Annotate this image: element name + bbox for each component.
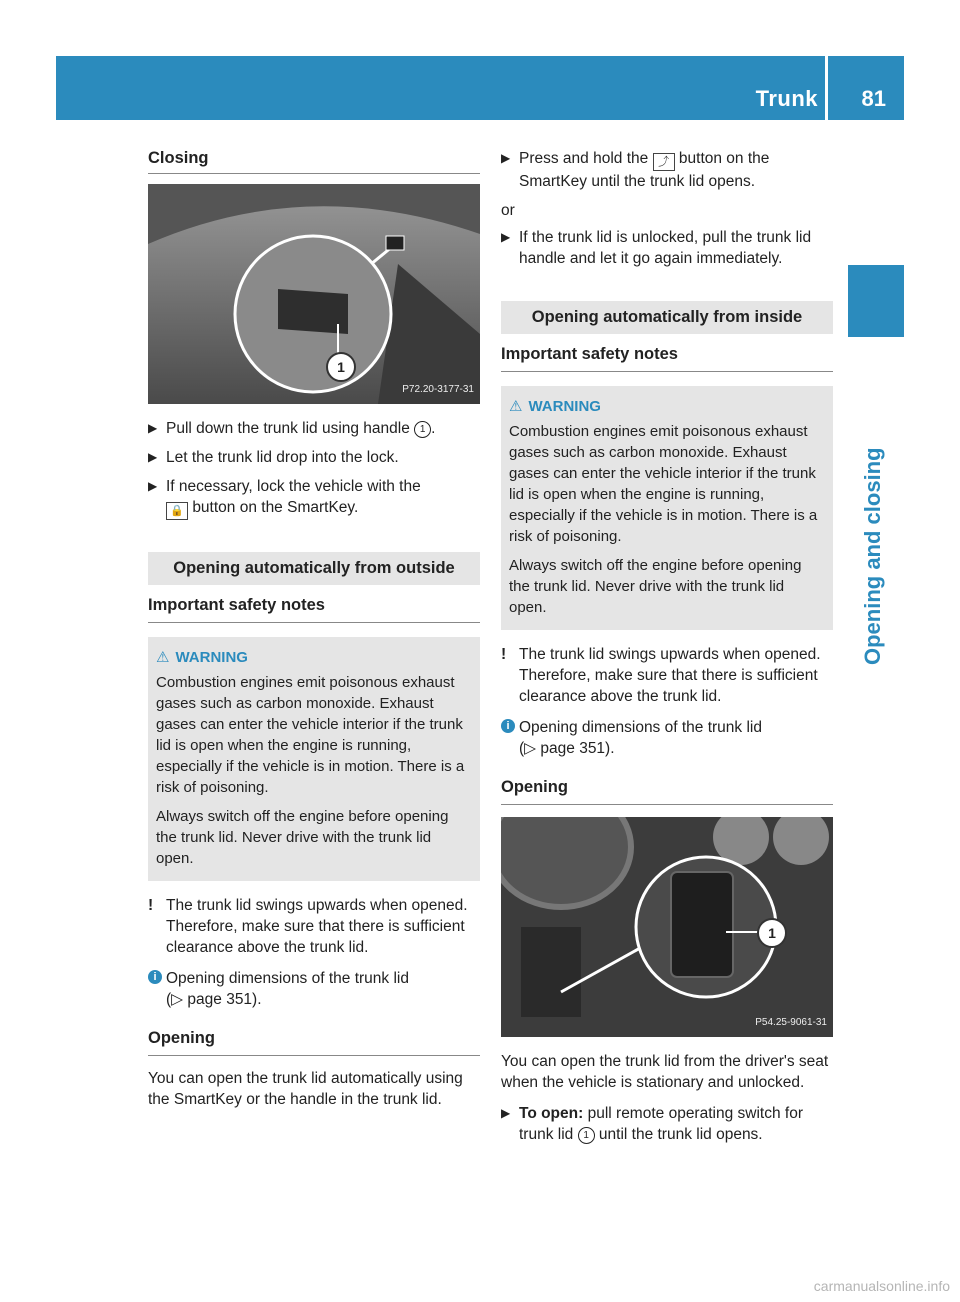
info-icon: i [501, 719, 515, 733]
closing-heading: Closing [148, 148, 480, 174]
step-arrow-icon: ▶ [501, 151, 511, 165]
step-text-cont: until the trunk lid opens. [598, 1126, 763, 1143]
safety-heading: Important safety notes [501, 344, 833, 372]
step-text: If necessary, lock the vehicle with the [166, 478, 421, 495]
or-text: or [501, 202, 515, 219]
safety-heading: Important safety notes [148, 595, 480, 623]
ref-arrow-icon: (▷ [519, 740, 537, 757]
callout-ref-icon: 1 [414, 421, 431, 438]
step-lock [148, 476, 480, 520]
section-title: Trunk [755, 86, 818, 111]
step-arrow-icon: ▶ [148, 479, 158, 493]
trunk-button-icon: ⤴ [653, 153, 675, 171]
watermark: carmanualsonline.info [813, 1278, 950, 1294]
step-pull-down [148, 418, 480, 439]
step-unlocked [501, 227, 833, 269]
header-divider [825, 56, 828, 120]
page-ref-link[interactable]: page 351). [540, 740, 615, 757]
left-column [148, 148, 480, 1120]
warning-text-2: Always switch off the engine before opening the trunk lid. Never drive with the trunk lid open. [156, 808, 449, 867]
warning-text-1: Combustion engines emit poisonous exhaust gases such as carbon monoxide. Exhaust gases can enter the vehicle interior if the trunk lid is open when the engine is running, especially if the vehicle is in motion. There is a risk of poisoning. [156, 674, 465, 796]
opening-text: You can open the trunk lid automatically using the SmartKey or the handle in the trunk lid. [148, 1070, 463, 1108]
warning-label: WARNING [175, 649, 248, 666]
caution-text: The trunk lid swings upwards when opened. Therefore, make sure that there is sufficient clearance above the trunk lid. [166, 897, 468, 956]
opening-heading: Opening [501, 777, 833, 805]
chapter-label: Opening and closing [860, 447, 885, 665]
step-text: Pull down the trunk lid using handle [166, 420, 410, 437]
step-text-cont: button on the SmartKey until the trunk lid opens. [519, 150, 770, 190]
step-text: Press and hold the [519, 150, 649, 167]
warning-icon: ⚠ [156, 649, 170, 666]
chapter-tab [848, 265, 904, 337]
step-text: pull remote operating switch for trunk lid [519, 1105, 803, 1143]
callout-1: 1 [757, 918, 787, 948]
info-text: Opening dimensions of the trunk lid [166, 970, 409, 987]
photo-caption: P54.25-9061-31 [755, 1017, 827, 1028]
switch-photo [501, 817, 833, 1037]
photo-caption: P72.20-3177-31 [402, 384, 474, 395]
page-number: 81 [861, 86, 886, 111]
caution-text: The trunk lid swings upwards when opened. Therefore, make sure that there is sufficient clearance above the trunk lid. [519, 646, 821, 705]
callout-1: 1 [326, 352, 356, 382]
page-ref-link[interactable]: page 351). [187, 991, 262, 1008]
warning-text-1: Combustion engines emit poisonous exhaust gases such as carbon monoxide. Exhaust gases can enter the vehicle interior if the trunk lid is open when the engine is running, especially if the vehicle is in motion. There is a risk of poisoning. [509, 423, 818, 545]
warning-box [148, 637, 480, 881]
trunk-handle-illustration [148, 184, 480, 404]
step-arrow-icon: ▶ [148, 421, 158, 435]
info-note [148, 968, 480, 1010]
warning-heading [509, 396, 825, 417]
callout-ref-icon: 1 [578, 1127, 595, 1144]
step-press-hold [501, 148, 833, 192]
step-text: If the trunk lid is unlocked, pull the trunk lid handle and let it go again immediately. [519, 229, 812, 267]
ref-arrow-icon: (▷ [166, 991, 184, 1008]
info-icon: i [148, 970, 162, 984]
caution-icon: ! [501, 646, 507, 663]
step-text: Let the trunk lid drop into the lock. [166, 449, 399, 466]
warning-heading [156, 647, 472, 668]
step-drop [148, 447, 480, 468]
warning-box [501, 386, 833, 630]
header-bar [56, 56, 904, 120]
step-arrow-icon: ▶ [148, 450, 158, 464]
warning-label: WARNING [528, 398, 601, 415]
band-heading-inside: Opening automatically from inside [501, 301, 833, 334]
caution-icon: ! [148, 897, 154, 914]
caution-note [501, 644, 833, 707]
to-open-label: To open: [519, 1105, 584, 1122]
warning-text-2: Always switch off the engine before opening the trunk lid. Never drive with the trunk lid open. [509, 557, 802, 616]
step-text-end: . [431, 420, 436, 437]
step-arrow-icon: ▶ [501, 1106, 511, 1120]
right-column [501, 148, 833, 1153]
info-note [501, 717, 833, 759]
trunk-handle-photo [148, 184, 480, 404]
opening-heading: Opening [148, 1028, 480, 1056]
warning-icon: ⚠ [509, 398, 523, 415]
step-arrow-icon: ▶ [501, 230, 511, 244]
lock-button-icon: 🔒 [166, 502, 188, 520]
driver-open-text: You can open the trunk lid from the driver's seat when the vehicle is stationary and unlocked. [501, 1053, 829, 1091]
caution-note [148, 895, 480, 958]
step-to-open [501, 1103, 833, 1145]
band-heading-outside: Opening automatically from outside [148, 552, 480, 585]
info-text: Opening dimensions of the trunk lid [519, 719, 762, 736]
step-text-cont: button on the SmartKey. [192, 499, 359, 516]
